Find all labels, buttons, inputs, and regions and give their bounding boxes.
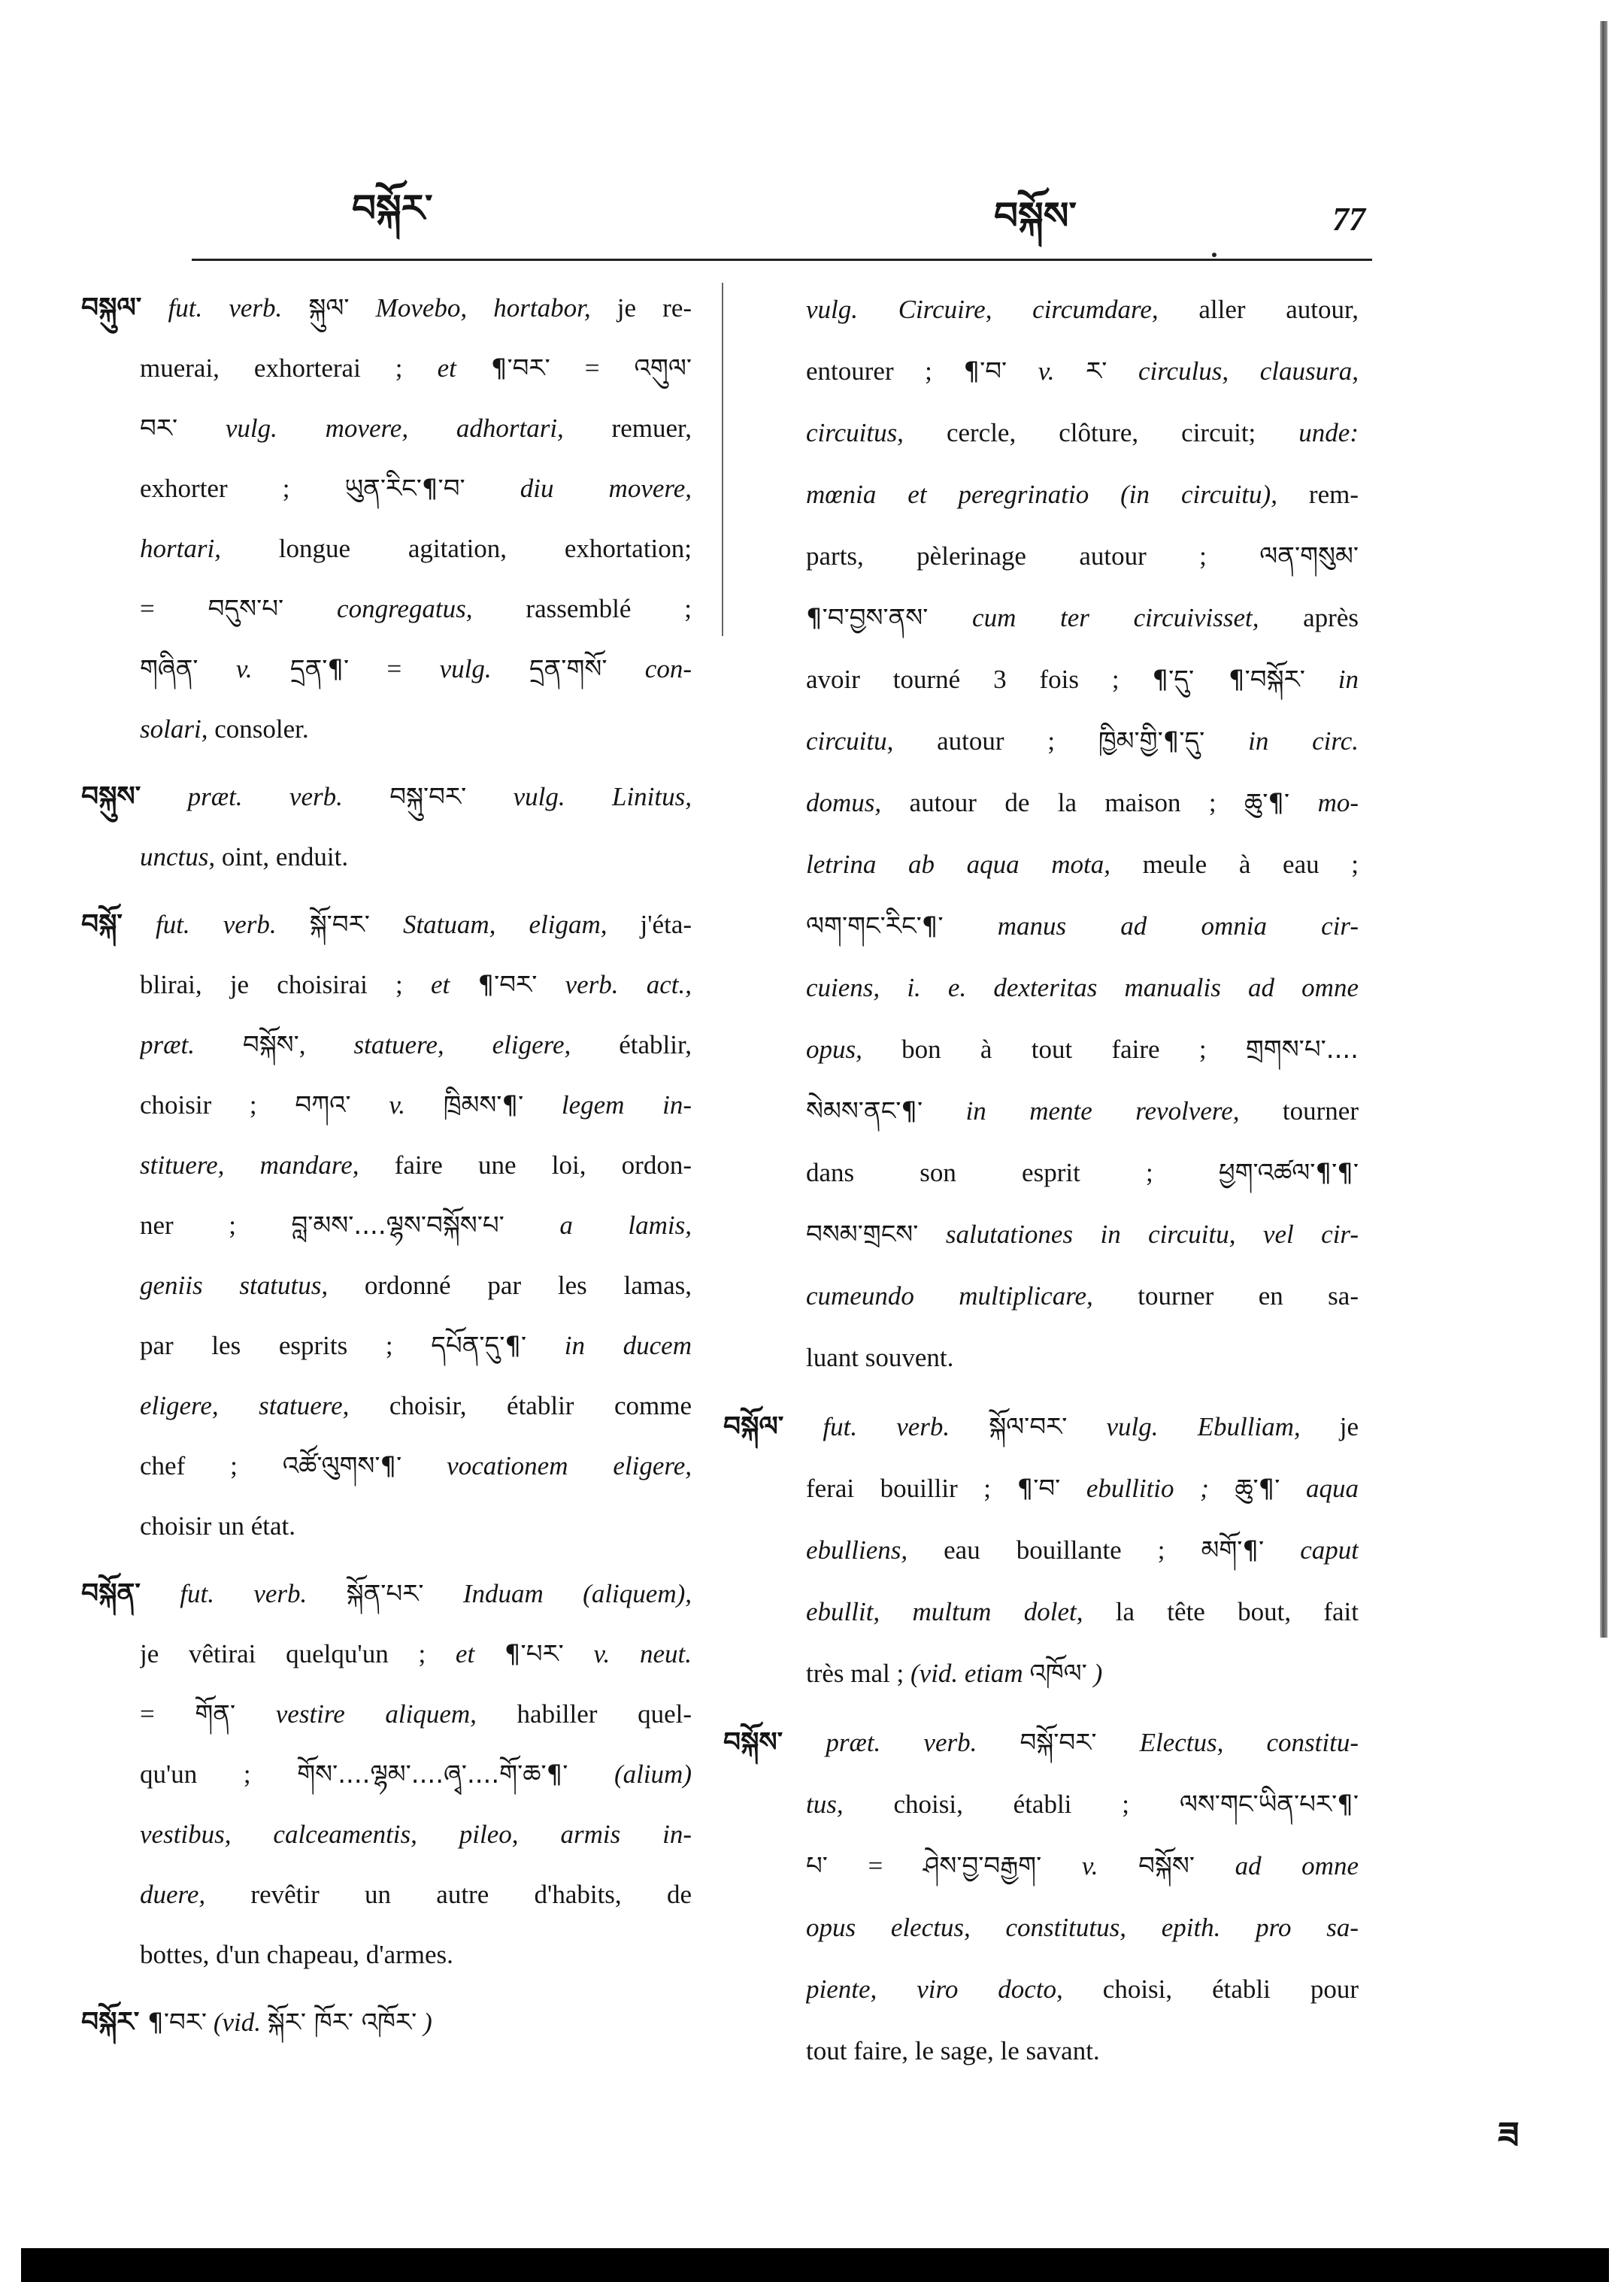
dictionary-entry (81, 1564, 692, 1985)
tibetan-text: ¶་བར་ (139, 2008, 208, 2038)
dictionary-line (140, 1256, 692, 1316)
tibetan-text: ཡུན་རིང་¶་བ་ (344, 474, 465, 504)
dictionary-entry (81, 278, 692, 759)
dictionary-line (140, 1075, 692, 1135)
left-column (81, 278, 692, 2060)
tibetan-text: ལན་གསུམ་ (1259, 541, 1359, 571)
latin-italic-text: præt. verb. (783, 1728, 1020, 1757)
latin-italic-text: ebullitio ; (1060, 1474, 1235, 1503)
tibetan-text: བསམ་གྲངས་ (806, 1220, 919, 1250)
tibetan-text: ¶་བ་བྱས་ནས་ (806, 603, 929, 633)
french-text: consoler. (208, 714, 309, 744)
latin-italic-text: in circ. (1204, 726, 1359, 756)
french-text: tout faire, le sage, le savant. (806, 2036, 1100, 2065)
french-text: rassemblé ; (472, 594, 692, 623)
tibetan-text: བསྐུ་བར་ (389, 782, 467, 812)
latin-italic-text: mo- (1289, 788, 1359, 817)
latin-italic-text: et (430, 970, 478, 999)
french-text: autour de la maison ; (881, 788, 1245, 817)
french-text: par les esprits ; (140, 1331, 432, 1360)
latin-italic-text: salutationes in circuitu, vel cir- (918, 1220, 1359, 1249)
french-text: longue agitation, exhortation; (220, 534, 692, 563)
french-text: je (1300, 1412, 1359, 1441)
tibetan-text: ¶་དུ་ ¶་བསྐོར་ (1152, 665, 1305, 695)
latin-italic-text: vestibus, calceamentis, pileo, armis in- (140, 1820, 692, 1849)
tibetan-text: ཆུ་¶་ (1235, 1474, 1280, 1504)
latin-italic-text: circuitu, (806, 726, 894, 756)
french-text: eau bouillante ; (907, 1535, 1201, 1565)
dictionary-line (806, 1835, 1359, 1897)
tibetan-text: ལག་གང་རིང་¶་ (806, 911, 944, 941)
french-text: choisi, établi ; (843, 1790, 1180, 1819)
latin-italic-text: v. (198, 654, 290, 683)
running-head-left: བསྐོར་ (352, 186, 433, 230)
latin-italic-text: Statuam, eligam, (369, 910, 607, 939)
headword-tibetan: བསྐོན་ (81, 1578, 141, 1609)
dictionary-line (806, 587, 1359, 649)
dictionary-line (806, 957, 1359, 1019)
latin-italic-text: in (1304, 665, 1359, 694)
latin-italic-text: (alium) (568, 1759, 692, 1789)
latin-italic-text: stituere, mandare, (140, 1150, 359, 1180)
french-text: ferai bouillir ; (806, 1474, 1017, 1503)
tibetan-text: སྐུལ་ (308, 293, 350, 323)
dictionary-line (81, 1564, 692, 1624)
french-text: j'éta- (607, 910, 692, 939)
dictionary-entry (81, 767, 692, 887)
dictionary-line (806, 1897, 1359, 1959)
latin-italic-text: cum ter circuivisset, (928, 603, 1259, 632)
latin-italic-text: ebulliens, (806, 1535, 908, 1565)
latin-italic-text: domus, (806, 788, 882, 817)
french-text: cercle, clôture, circuit; (903, 418, 1299, 447)
scan-edge-shadow (1600, 21, 1607, 1638)
latin-italic-text: opus, (806, 1035, 862, 1064)
latin-italic-text: v. (1007, 356, 1086, 386)
dictionary-entry-continuation (806, 279, 1359, 1389)
tibetan-text: གོས་....ལྷམ་....ཞྭ་....གོ་ཆ་¶་ (297, 1759, 568, 1790)
tibetan-text: བླ་མས་....ལྷས་བསྐོས་པ་ (291, 1211, 504, 1241)
latin-italic-text: congregatus, (283, 594, 473, 623)
dictionary-line (140, 1436, 692, 1496)
latin-italic-text: con- (607, 654, 692, 683)
french-text: habiller quel- (476, 1699, 692, 1729)
latin-italic-text: in mente revolvere, (923, 1096, 1240, 1126)
dictionary-line (140, 827, 692, 887)
latin-italic-text: unde: (1298, 418, 1359, 447)
dictionary-line (723, 1396, 1359, 1458)
dictionary-line (140, 519, 692, 579)
latin-italic-text: ) (417, 2008, 432, 2037)
dictionary-line (806, 649, 1359, 711)
latin-italic-text: v. neut. (563, 1639, 692, 1668)
french-text: je re- (590, 293, 692, 323)
tibetan-text: བར་ (140, 414, 178, 444)
latin-italic-text: vocationem eligere, (401, 1451, 692, 1480)
tibetan-text: དྲན་གསོ་ (529, 654, 607, 684)
latin-italic-text: cuiens, i. e. dexteritas manualis ad omne (806, 973, 1359, 1002)
french-text: blirai, je choisirai ; (140, 970, 431, 999)
dictionary-line (806, 1643, 1359, 1705)
latin-italic-text: Movebo, hortabor, (349, 293, 591, 323)
tibetan-text: བསྐོས་ (1138, 1851, 1195, 1881)
french-text: luant souvent. (806, 1343, 954, 1372)
latin-italic-text: verb. act., (537, 970, 692, 999)
french-text: tourner (1239, 1096, 1359, 1126)
tibetan-text: སྐོལ་བར་ (989, 1412, 1068, 1442)
rule-speck (1212, 253, 1216, 257)
tibetan-text: དཔོན་དུ་¶་ (431, 1331, 527, 1361)
french-text: je vêtirai quelqu'un ; (140, 1639, 456, 1668)
latin-italic-text: vulg. Ebulliam, (1067, 1412, 1301, 1441)
french-text: très mal ; (806, 1659, 910, 1688)
latin-italic-text: mœnia et peregrinatio (in circuitu), (806, 480, 1277, 509)
dictionary-line (806, 341, 1359, 402)
tibetan-text: བཀའ་ (295, 1090, 351, 1120)
tibetan-text: ཆུ་¶་ (1244, 788, 1290, 818)
french-text: entourer ; (806, 356, 964, 386)
dictionary-line (806, 279, 1359, 341)
tibetan-text: དྲན་¶་ (289, 654, 350, 684)
french-text: = (140, 594, 208, 623)
dictionary-line (806, 464, 1359, 526)
latin-italic-text: præt. (140, 1030, 243, 1059)
dictionary-line (806, 772, 1359, 834)
french-text: ordonné par les lamas, (328, 1271, 692, 1300)
tibetan-text: ¶་པར་ (504, 1639, 564, 1669)
tibetan-text: འཁོལ་ (1029, 1659, 1087, 1689)
french-text: choisi, établi pour (1062, 1974, 1359, 2004)
latin-italic-text: circulus, clausura, (1107, 356, 1359, 386)
latin-italic-text: tus, (806, 1790, 844, 1819)
latin-italic-text: solari, (140, 714, 208, 744)
dictionary-line (140, 1805, 692, 1865)
dictionary-line (140, 699, 692, 759)
latin-italic-text: fut. verb. (140, 1579, 347, 1608)
latin-italic-text: v. (350, 1090, 444, 1120)
dictionary-line (806, 1142, 1359, 1204)
tibetan-text: གཞིན་ (140, 654, 198, 684)
dictionary-line (140, 1015, 692, 1075)
tibetan-text: མགོ་¶་ (1201, 1535, 1265, 1565)
tibetan-text: སྐོར་ ཁོར་ འཁོར་ (267, 2008, 417, 2038)
dictionary-line (140, 639, 692, 699)
latin-italic-text: v. (1041, 1851, 1139, 1880)
headword-tibetan: བསྐོ་ (81, 909, 123, 940)
french-text: choisir ; (140, 1090, 295, 1120)
latin-italic-text: Electus, constitu- (1096, 1728, 1359, 1757)
french-text: qu'un ; (140, 1759, 298, 1789)
page-number: 77 (1332, 201, 1365, 238)
latin-italic-text: piente, viro docto, (806, 1974, 1063, 2004)
latin-italic-text: in ducem (526, 1331, 692, 1360)
french-text: ner ; (140, 1211, 292, 1240)
headword-tibetan: བསྐོས་ (723, 1727, 783, 1758)
french-text: chef ; (140, 1451, 283, 1480)
dictionary-line (806, 1327, 1359, 1389)
latin-italic-text: vestire aliquem, (235, 1699, 477, 1729)
french-text: = (140, 1699, 195, 1729)
dictionary-line (806, 1774, 1359, 1835)
french-text: avoir tourné 3 fois ; (806, 665, 1153, 694)
dictionary-line (140, 1376, 692, 1436)
french-text: meule à eau ; (1110, 850, 1359, 879)
latin-italic-text: præt. verb. (141, 782, 390, 811)
latin-italic-text: duere, (140, 1880, 206, 1909)
tibetan-text: གྲགས་པ་.... (1245, 1035, 1359, 1065)
dictionary-line (806, 711, 1359, 772)
tibetan-text: ར་ (1086, 356, 1107, 386)
french-text: établir, (571, 1030, 692, 1059)
latin-italic-text: vulg. Linitus, (466, 782, 692, 811)
latin-italic-text: vulg. (439, 654, 529, 683)
tibetan-text: ¶་བ་ (963, 356, 1007, 386)
french-text: autour ; (893, 726, 1098, 756)
dictionary-line (723, 1712, 1359, 1774)
latin-italic-text: fut. verb. (122, 910, 310, 939)
french-text: revêtir un autre d'habits, de (205, 1880, 692, 1909)
french-text: muerai, exhorterai ; (140, 353, 438, 383)
tibetan-text: གོན་ (195, 1699, 236, 1729)
dictionary-line (140, 1744, 692, 1805)
french-text: = (349, 654, 440, 683)
french-text: bon à tout faire ; (862, 1035, 1246, 1064)
dictionary-line (140, 1624, 692, 1684)
dictionary-line (140, 1684, 692, 1744)
tibetan-text: འགུལ་ (634, 353, 692, 383)
dictionary-line (140, 1925, 692, 1985)
latin-italic-text: aqua (1280, 1474, 1359, 1503)
latin-italic-text: vulg. Circuire, circumdare, (806, 295, 1159, 324)
latin-italic-text: legem in- (523, 1090, 692, 1120)
headword-tibetan: བསྐོལ་ (723, 1411, 784, 1442)
french-text: après (1259, 603, 1359, 632)
latin-italic-text: a lamis, (504, 1211, 692, 1240)
tibetan-text: ཁྱིམ་གྱི་¶་དུ་ (1098, 726, 1205, 756)
latin-italic-text: circuitus, (806, 418, 904, 447)
french-text: bottes, d'un chapeau, d'armes. (140, 1940, 453, 1969)
french-text: faire une loi, ordon- (359, 1150, 692, 1180)
dictionary-line (806, 834, 1359, 896)
latin-italic-text: caput (1264, 1535, 1359, 1565)
latin-italic-text: statuere, eligere, (353, 1030, 571, 1059)
french-text: oint, enduit. (215, 842, 349, 871)
tibetan-text: ¶་བར་ (490, 353, 550, 383)
tibetan-text: སེམས་ནང་¶་ (806, 1096, 923, 1126)
tibetan-text: བདུས་པ་ (208, 594, 284, 624)
dictionary-line (806, 1204, 1359, 1265)
french-text: remuer, (563, 414, 692, 443)
tibetan-text: སྐོ་བར་ (309, 910, 370, 940)
latin-italic-text: (vid. etiam (910, 1659, 1030, 1688)
french-text: choisir un état. (140, 1511, 296, 1541)
right-column (723, 279, 1359, 2090)
dictionary-line (806, 402, 1359, 464)
latin-italic-text: ) (1086, 1659, 1103, 1688)
headword-tibetan: བསྐོར་ (81, 2007, 140, 2038)
dictionary-line (81, 278, 692, 338)
latin-italic-text: Induam (aliquem), (423, 1579, 692, 1608)
tibetan-text: ཕྱག་འཚལ་¶་¶་ (1218, 1158, 1359, 1188)
scan-border-bar (21, 2248, 1609, 2282)
dictionary-line (140, 955, 692, 1015)
tibetan-text: པ་ (806, 1851, 828, 1881)
latin-italic-text: vulg. movere, adhortari, (177, 414, 564, 443)
dictionary-line (806, 1458, 1359, 1520)
dictionary-line (140, 579, 692, 639)
headword-tibetan: བསྐུལ་ (81, 292, 142, 323)
dictionary-line (140, 1865, 692, 1925)
signature-mark: ཟ (1498, 2114, 1519, 2156)
header-rule (192, 259, 1372, 261)
dictionary-entry (81, 895, 692, 1556)
latin-italic-text: hortari, (140, 534, 221, 563)
dictionary-line (81, 895, 692, 955)
dictionary-line (806, 896, 1359, 957)
dictionary-line (806, 1019, 1359, 1080)
tibetan-text: སྐོན་པར་ (346, 1579, 424, 1609)
dictionary-line (806, 526, 1359, 587)
french-text: dans son esprit ; (806, 1158, 1219, 1187)
headword-tibetan: བསྐུས་ (81, 781, 141, 812)
french-text: exhorter ; (140, 474, 345, 503)
dictionary-line (806, 2020, 1359, 2082)
latin-italic-text: (vid. (207, 2008, 268, 2037)
dictionary-line (140, 399, 692, 459)
latin-italic-text: et (437, 353, 491, 383)
tibetan-text: ཁྲིམས་¶་ (443, 1090, 524, 1120)
dictionary-line (806, 1959, 1359, 2020)
tibetan-text: བསྐོ་བར་ (1020, 1728, 1097, 1758)
dictionary-line (806, 1520, 1359, 1581)
tibetan-text: བསྐོས་ (242, 1030, 299, 1060)
french-text: , (298, 1030, 354, 1059)
french-text: parts, pèlerinage autour ; (806, 541, 1260, 571)
french-text: = (827, 1851, 923, 1880)
dictionary-line (140, 1135, 692, 1196)
latin-italic-text: ad omne (1194, 1851, 1359, 1880)
dictionary-entry (81, 1993, 692, 2053)
latin-italic-text: geniis statutus, (140, 1271, 329, 1300)
latin-italic-text: diu movere, (465, 474, 692, 503)
dictionary-line (81, 767, 692, 827)
latin-italic-text: manus ad omnia cir- (943, 911, 1359, 941)
dictionary-entry (723, 1712, 1359, 2082)
column-divider (722, 283, 723, 636)
french-text: la tête bout, fait (1083, 1597, 1359, 1626)
latin-italic-text: unctus, (140, 842, 216, 871)
tibetan-text: འཚོ་ལུགས་¶་ (282, 1451, 402, 1481)
dictionary-line (140, 1196, 692, 1256)
tibetan-text: ཤེས་བྱ་བརྒྱག་ (923, 1851, 1042, 1881)
french-text: tourner en sa- (1092, 1281, 1359, 1311)
latin-italic-text: eligere, statuere, (140, 1391, 350, 1420)
dictionary-line (806, 1080, 1359, 1142)
dictionary-line (806, 1265, 1359, 1327)
latin-italic-text: letrina ab aqua mota, (806, 850, 1111, 879)
tibetan-text: ལས་གང་ཡིན་པར་¶་ (1179, 1790, 1359, 1820)
dictionary-line (140, 1496, 692, 1556)
latin-italic-text: fut. verb. (141, 293, 309, 323)
running-head-right: བསྐོས་ (994, 194, 1077, 238)
tibetan-text: ¶་བར་ (477, 970, 538, 1000)
french-text: rem- (1277, 480, 1359, 509)
latin-italic-text: fut. verb. (783, 1412, 989, 1441)
tibetan-text: ¶་བ་ (1017, 1474, 1061, 1504)
latin-italic-text: et (455, 1639, 504, 1668)
dictionary-line (140, 459, 692, 519)
french-text: = (550, 353, 635, 383)
latin-italic-text: cumeundo multiplicare, (806, 1281, 1093, 1311)
dictionary-line (81, 1993, 692, 2053)
french-text: choisir, établir comme (349, 1391, 692, 1420)
dictionary-entry (723, 1396, 1359, 1705)
latin-italic-text: opus electus, constitutus, epith. pro sa- (806, 1913, 1359, 1942)
dictionary-line (806, 1581, 1359, 1643)
dictionary-line (140, 1316, 692, 1376)
french-text: aller autour, (1158, 295, 1359, 324)
latin-italic-text: ebullit, multum dolet, (806, 1597, 1083, 1626)
dictionary-line (140, 338, 692, 399)
